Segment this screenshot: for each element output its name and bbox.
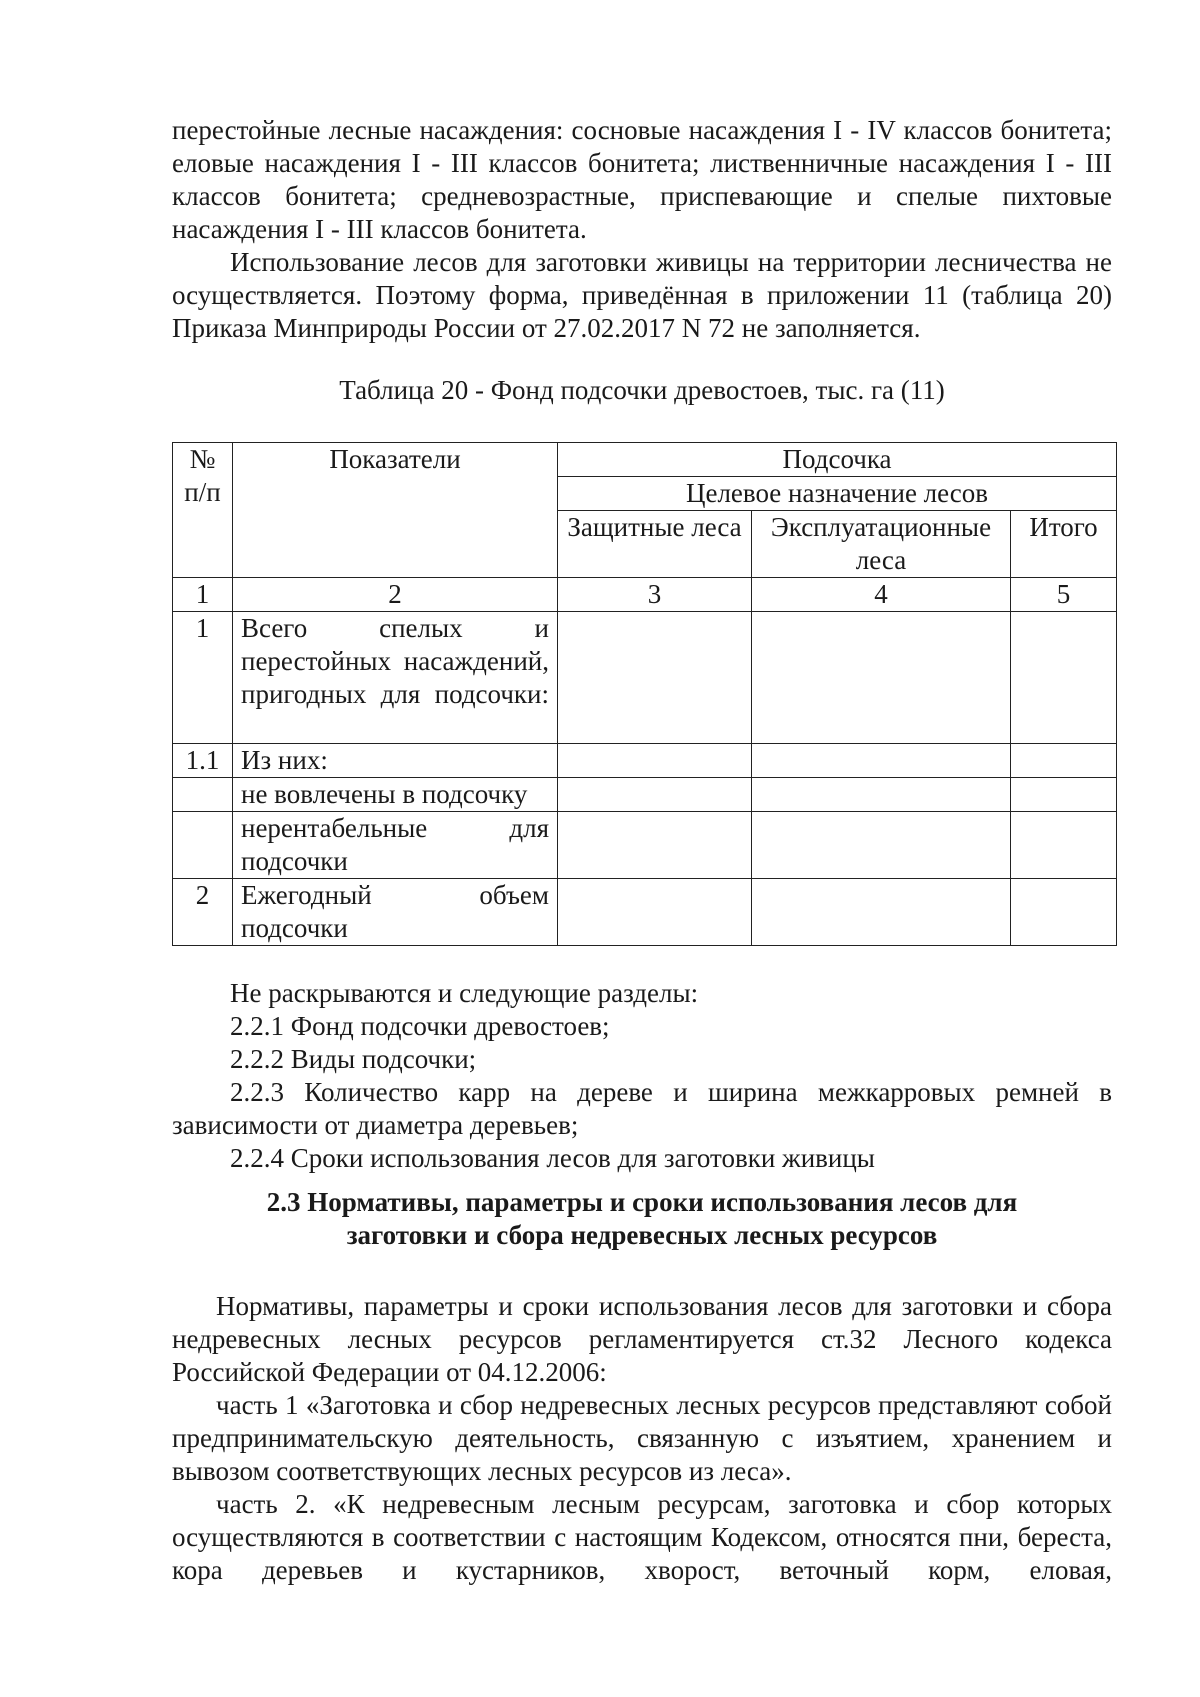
col-number-cell: 4 [752,578,1011,612]
row-num: 1 [173,612,233,744]
row-num [173,778,233,812]
section-item: 2.2.1 Фонд подсочки древостоев; [230,1011,610,1041]
row-num [173,812,233,879]
heading-line: заготовки и сбора недревесных лесных ресурсов [346,1220,938,1250]
body-paragraph: часть 1 «Заготовка и сбор недревесных лесных ресурсов представляют собой предпринимательскую деятельность, связанную с изъятием, хранением и вывозом соответствующих лесных ресурсов из леса». [172,1390,1112,1486]
table-row [173,812,1117,879]
row-label: Ежегодный объем подсочки [233,879,558,946]
header-subgroup: Целевое назначение лесов [558,477,1117,511]
table-row [173,612,1117,744]
empty-cell [558,879,752,946]
table-caption: Таблица 20 - Фонд подсочки древостоев, тыс. га (11) [339,375,945,405]
header-exploitation: Эксплуатационные леса [752,511,1011,578]
header-protective: Защитные леса [558,511,752,578]
empty-cell [752,879,1011,946]
row-label: Всего спелых и перестойных насаждений, пригодных для подсочки: [233,612,558,744]
section-item: 2.2.4 Сроки использования лесов для заготовки живицы [230,1143,875,1173]
row-num: 1.1 [173,744,233,778]
header-indicators: Показатели [233,443,558,578]
col-number-cell: 1 [173,578,233,612]
body-paragraph: Нормативы, параметры и сроки использования лесов для заготовки и сбора недревесных лесных ресурсов регламентируется ст.32 Лесного кодекса Российской Федерации от 04.12.2006: [172,1291,1112,1387]
header-group: Подсочка [558,443,1117,477]
header-total: Итого [1011,511,1117,578]
empty-cell [752,744,1011,778]
empty-cell [558,812,752,879]
empty-cell [1011,612,1117,744]
empty-cell [1011,812,1117,879]
empty-cell [558,612,752,744]
intro-paragraph: перестойные лесные насаждения: сосновые насаждения I - IV классов бонитета; еловые насаждения I - III классов бонитета; лиственничные насаждения I - III классов бонитета; средневозрастные, приспевающие и спелые пихтовые насаждения I - III классов бонитета. [172,115,1112,244]
empty-cell [1011,744,1117,778]
section-heading [172,1186,1112,1252]
row-label: Из них: [233,744,558,778]
empty-cell [752,612,1011,744]
table-row [173,578,1117,612]
empty-cell [558,778,752,812]
row-label: не вовлечены в подсочку [233,778,558,812]
empty-cell [558,744,752,778]
section-item: 2.2.2 Виды подсочки; [230,1044,477,1074]
empty-cell [752,778,1011,812]
sections-intro: Не раскрываются и следующие разделы: [230,978,699,1008]
resin-paragraph: Использование лесов для заготовки живицы на территории лесничества не осуществляется. Поэтому форма, приведённая в приложении 11 (таблица 20) Приказа Минприроды России от 27.02.2017 N 72 не заполняется. [172,247,1112,343]
table-row [173,879,1117,946]
heading-line: 2.3 Нормативы, параметры и сроки использования лесов для [266,1187,1018,1217]
col-number-cell: 2 [233,578,558,612]
row-label: нерентабельные для подсочки [233,812,558,879]
empty-cell [1011,879,1117,946]
table-row [173,778,1117,812]
row-num: 2 [173,879,233,946]
col-number-cell: 3 [558,578,752,612]
empty-cell [1011,778,1117,812]
body-paragraph: часть 2. «К недревесным лесным ресурсам, заготовка и сбор которых осуществляются в соответствии с настоящим Кодексом, относятся пни, береста, кора деревьев и кустарников, хворост, веточный корм, еловая, [172,1489,1112,1585]
table-row [173,744,1117,778]
resin-fund-table [172,442,1117,946]
header-num: № п/п [173,443,233,578]
section-item: 2.2.3 Количество карр на дереве и ширина межкарровых ремней в зависимости от диаметра деревьев; [172,1077,1112,1140]
col-number-cell: 5 [1011,578,1117,612]
empty-cell [752,812,1011,879]
